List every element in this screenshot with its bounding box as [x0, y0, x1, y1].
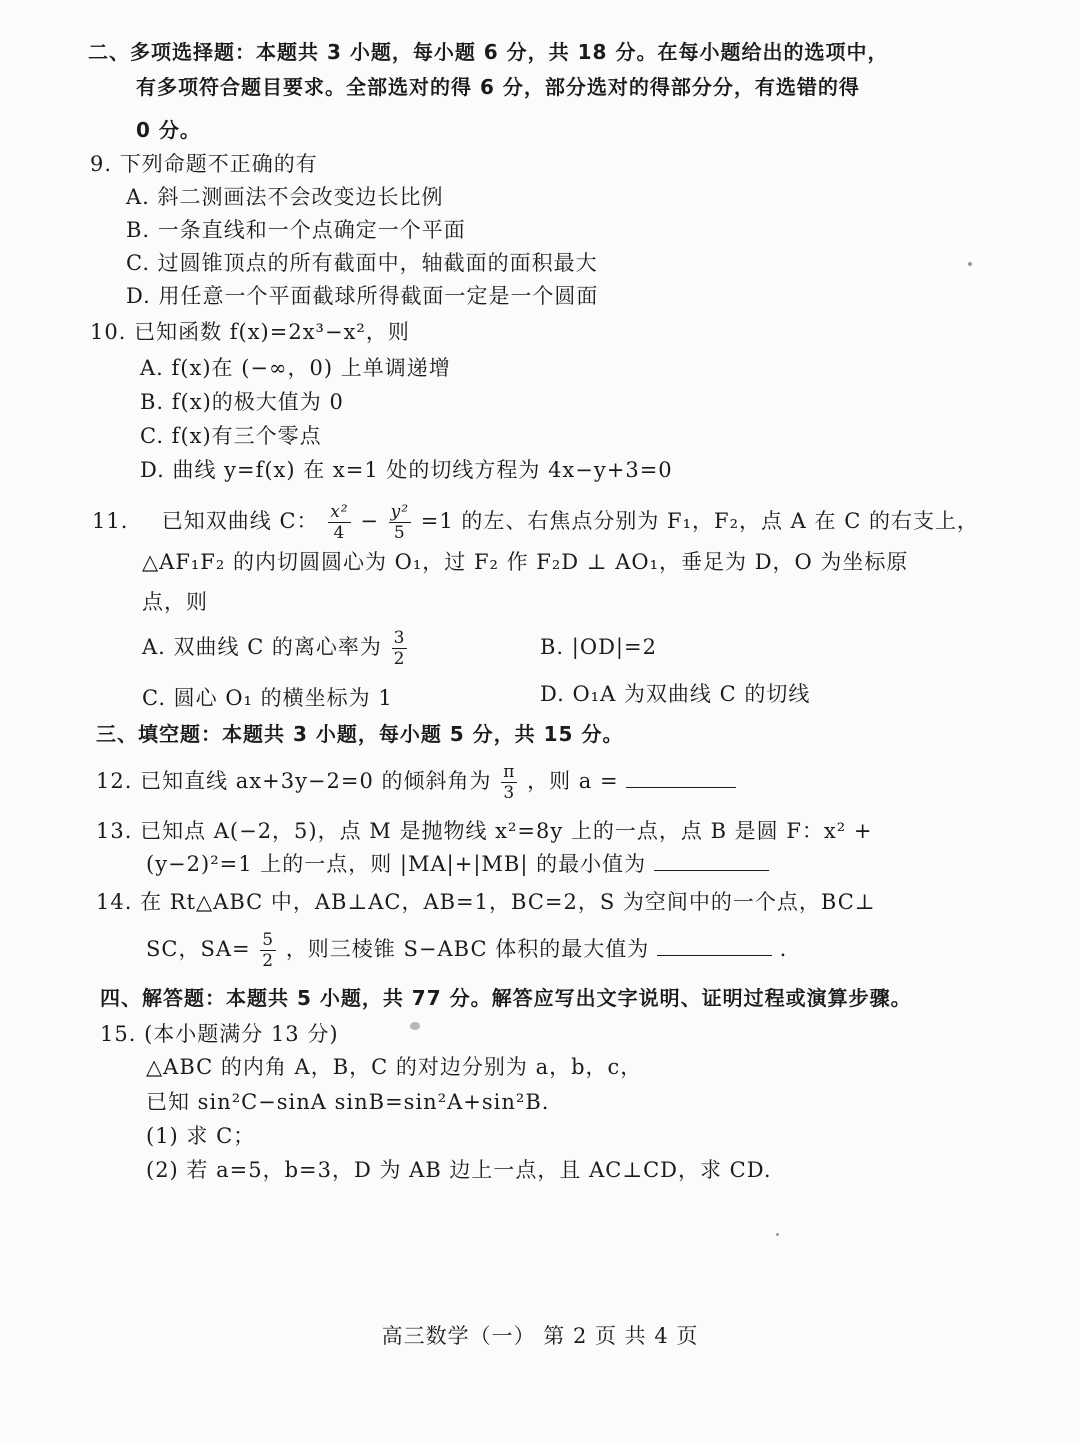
q11-fraction-y-numerator: y² [390, 502, 410, 522]
q10-option-c: C. f(x)有三个零点 [140, 424, 322, 448]
q13-stem-line1: 13. 已知点 A(−2，5)，点 M 是抛物线 x²=8y 上的一点，点 B 是圆 F：x² + [96, 819, 873, 843]
q10-option-a: A. f(x)在 (−∞，0) 上单调递增 [140, 356, 451, 380]
scan-speck [968, 262, 972, 266]
q11-option-b: B. |OD|=2 [540, 635, 657, 659]
q11-number: 11. [92, 509, 129, 533]
q14-answer-blank[interactable] [657, 935, 772, 956]
q12-answer-blank[interactable] [626, 767, 736, 788]
scan-speck [410, 1022, 420, 1030]
q11-option-a [142, 628, 409, 669]
q11-option-a-numerator: 3 [393, 628, 406, 648]
q11-fraction-x-numerator: x² [330, 502, 349, 522]
q14-stem-prefix: SC，SA= [146, 937, 251, 961]
q11-option-a-fraction [392, 628, 408, 669]
q13-answer-blank[interactable] [654, 850, 769, 871]
q15-line1: △ABC 的内角 A，B，C 的对边分别为 a，b，c， [146, 1055, 643, 1079]
section2-heading-line2: 有多项符合题目要求。全部选对的得 6 分，部分选对的得部分分，有选错的得 [136, 75, 860, 99]
q15-line2: 已知 sin²C−sinA sinB=sin²A+sin²B. [146, 1090, 550, 1114]
q12-fraction [501, 762, 517, 803]
q14-stem-line1: 14. 在 Rt△ABC 中，AB⊥AC，AB=1，BC=2，S 为空间中的一个点，BC⊥ [96, 890, 876, 914]
q9-stem: 9. 下列命题不正确的有 [90, 152, 318, 176]
q12-stem-suffix: ，则 a = [527, 769, 619, 793]
q11-option-c: C. 圆心 O₁ 的横坐标为 1 [142, 686, 393, 710]
q9-option-b: B. 一条直线和一个点确定一个平面 [126, 218, 466, 242]
q11-stem-suffix: =1 的左、右焦点分别为 F₁，F₂，点 A 在 C 的右支上， [420, 509, 979, 533]
section3-heading: 三、填空题：本题共 3 小题，每小题 5 分，共 15 分。 [96, 722, 624, 746]
q12-stem [96, 762, 736, 803]
q10-option-b: B. f(x)的极大值为 0 [140, 390, 344, 414]
q13-stem-line2-text: (y−2)²=1 上的一点，则 |MA|+|MB| 的最小值为 [146, 852, 647, 876]
q10-stem: 10. 已知函数 f(x)=2x³−x²，则 [90, 320, 410, 344]
q12-numerator: π [503, 762, 516, 782]
q12-denominator: 3 [503, 783, 516, 803]
q11-option-d: D. O₁A 为双曲线 C 的切线 [540, 682, 811, 706]
q11-minus-sign: − [360, 509, 379, 533]
q9-option-c: C. 过圆锥顶点的所有截面中，轴截面的面积最大 [126, 251, 598, 275]
q11-stem-line2: △AF₁F₂ 的内切圆圆心为 O₁，过 F₂ 作 F₂D ⊥ AO₁，垂足为 D，O 为坐标原 [142, 550, 909, 574]
section2-heading-line1: 二、多项选择题：本题共 3 小题，每小题 6 分，共 18 分。在每小题给出的选项中， [88, 40, 889, 64]
q11-fraction-y-denominator: 5 [393, 523, 406, 543]
q12-stem-prefix: 12. 已知直线 ax+3y−2=0 的倾斜角为 [96, 769, 492, 793]
q11-option-a-denominator: 2 [393, 649, 406, 669]
section2-heading-line3: 0 分。 [136, 118, 201, 142]
q15-part1: (1) 求 C； [146, 1124, 256, 1148]
q9-option-d: D. 用任意一个平面截球所得截面一定是一个圆面 [126, 284, 599, 308]
q15-stem: 15. (本小题满分 13 分) [100, 1022, 339, 1046]
q11-fraction-y [389, 502, 411, 543]
q15-part2: (2) 若 a=5，b=3，D 为 AB 边上一点，且 AC⊥CD，求 CD. [146, 1158, 772, 1182]
scan-speck [776, 1233, 779, 1236]
q14-denominator: 2 [262, 951, 275, 971]
q11-fraction-x [328, 502, 350, 543]
q11-fraction-x-denominator: 4 [333, 523, 346, 543]
q11-option-a-text: A. 双曲线 C 的离心率为 [142, 635, 382, 659]
section4-heading: 四、解答题：本题共 5 小题，共 77 分。解答应写出文字说明、证明过程或演算步骤。 [100, 986, 912, 1010]
q14-numerator: 5 [262, 930, 275, 950]
q11-stem-prefix: 已知双曲线 C： [161, 509, 319, 533]
q14-stem-line2: SC，SA= $\frac{5}{2}$ ，则三棱锥 S−ABC 体积的最大值为 . [146, 930, 788, 971]
q14-stem-suffix: ，则三棱锥 S−ABC 体积的最大值为 [285, 937, 650, 961]
q11-stem-line1 [92, 502, 979, 543]
q9-option-a: A. 斜二测画法不会改变边长比例 [126, 185, 444, 209]
q10-option-d: D. 曲线 y=f(x) 在 x=1 处的切线方程为 4x−y+3=0 [140, 458, 673, 482]
page-footer: 高三数学（一） 第 2 页 共 4 页 [381, 1324, 699, 1348]
q13-stem-line2 [146, 850, 769, 878]
q14-fraction [260, 930, 276, 971]
q11-stem-line3: 点，则 [142, 590, 208, 614]
